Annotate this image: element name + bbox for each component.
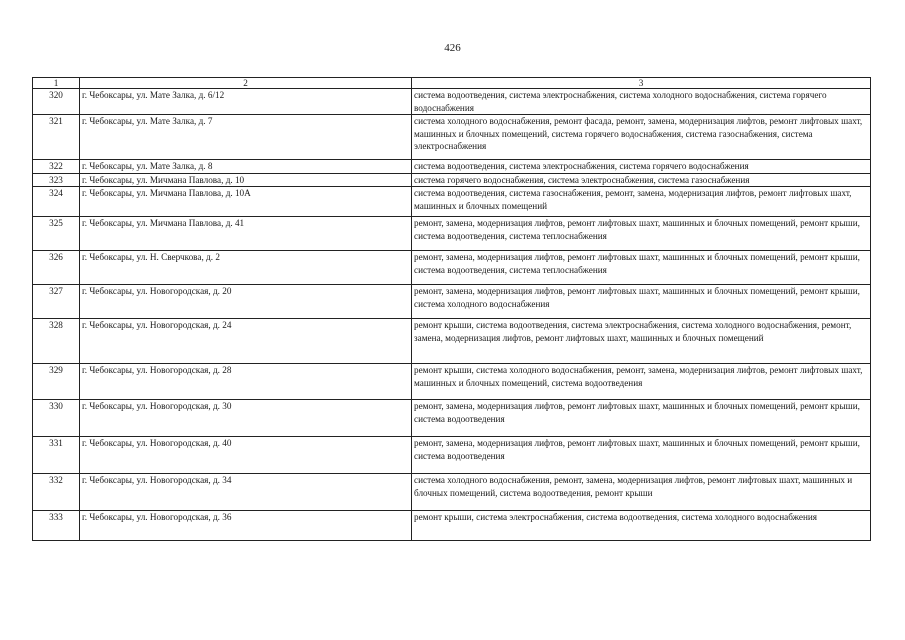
row-works: система водоотведения, система газоснабжения, ремонт, замена, модернизация лифтов, ремонт лифтовых шахт, машинных и блочных помещений (412, 187, 871, 217)
row-number: 333 (33, 511, 80, 541)
column-header-address: 2 (80, 78, 412, 89)
table-row (33, 364, 871, 400)
table-row (33, 160, 871, 174)
row-address: г. Чебоксары, ул. Новогородская, д. 36 (80, 511, 412, 541)
column-header-number: 1 (33, 78, 80, 89)
row-works: система холодного водоснабжения, ремонт, замена, модернизация лифтов, ремонт лифтовых шахт, машинных и блочных помещений, система водоотведения, ремонт крыши (412, 474, 871, 511)
row-address: г. Чебоксары, ул. Мате Залка, д. 8 (80, 160, 412, 174)
row-address: г. Чебоксары, ул. Мичмана Павлова, д. 10А (80, 187, 412, 217)
row-address: г. Чебоксары, ул. Н. Сверчкова, д. 2 (80, 251, 412, 285)
row-number: 322 (33, 160, 80, 174)
row-works: ремонт крыши, система водоотведения, система электроснабжения, система холодного водоснабжения, ремонт, замена, модернизация лифтов, ремонт лифтовых шахт, машинных и блочных помещений (412, 319, 871, 364)
table-row (33, 437, 871, 474)
housing-register-table (32, 77, 871, 541)
row-works: ремонт, замена, модернизация лифтов, ремонт лифтовых шахт, машинных и блочных помещений, ремонт крыши, система водоотведения, система теплоснабжения (412, 217, 871, 251)
row-works: ремонт, замена, модернизация лифтов, ремонт лифтовых шахт, машинных и блочных помещений, ремонт крыши, система водоотведения (412, 400, 871, 437)
table-row (33, 285, 871, 319)
row-works: система водоотведения, система электроснабжения, система горячего водоснабжения (412, 160, 871, 174)
table-row (33, 115, 871, 160)
row-number: 324 (33, 187, 80, 217)
row-works: ремонт, замена, модернизация лифтов, ремонт лифтовых шахт, машинных и блочных помещений, ремонт крыши, система холодного водоснабжения (412, 285, 871, 319)
row-works: ремонт, замена, модернизация лифтов, ремонт лифтовых шахт, машинных и блочных помещений, ремонт крыши, система водоотведения, система теплоснабжения (412, 251, 871, 285)
row-number: 330 (33, 400, 80, 437)
row-address: г. Чебоксары, ул. Мичмана Павлова, д. 10 (80, 173, 412, 187)
table-row (33, 511, 871, 541)
row-address: г. Чебоксары, ул. Новогородская, д. 34 (80, 474, 412, 511)
row-address: г. Чебоксары, ул. Новогородская, д. 40 (80, 437, 412, 474)
row-address: г. Чебоксары, ул. Мате Залка, д. 7 (80, 115, 412, 160)
row-works: система водоотведения, система электроснабжения, система холодного водоснабжения, система горячего водоснабжения (412, 89, 871, 115)
row-address: г. Чебоксары, ул. Мате Залка, д. 6/12 (80, 89, 412, 115)
table-row (33, 89, 871, 115)
table-row (33, 217, 871, 251)
row-address: г. Чебоксары, ул. Новогородская, д. 28 (80, 364, 412, 400)
row-number: 328 (33, 319, 80, 364)
table-row (33, 474, 871, 511)
row-number: 329 (33, 364, 80, 400)
row-works: система холодного водоснабжения, ремонт фасада, ремонт, замена, модернизация лифтов, ремонт лифтовых шахт, машинных и блочных помещений, система горячего водоснабжения, система газоснабжения, система электроснабжения (412, 115, 871, 160)
table-row (33, 400, 871, 437)
row-number: 323 (33, 173, 80, 187)
row-number: 331 (33, 437, 80, 474)
row-works: ремонт крыши, система электроснабжения, система водоотведения, система холодного водоснабжения (412, 511, 871, 541)
row-number: 327 (33, 285, 80, 319)
row-number: 321 (33, 115, 80, 160)
table-row (33, 319, 871, 364)
column-header-works: 3 (412, 78, 871, 89)
row-number: 325 (33, 217, 80, 251)
table-header-row (33, 78, 871, 89)
row-address: г. Чебоксары, ул. Мичмана Павлова, д. 41 (80, 217, 412, 251)
row-number: 326 (33, 251, 80, 285)
row-works: ремонт крыши, система холодного водоснабжения, ремонт, замена, модернизация лифтов, ремонт лифтовых шахт, машинных и блочных помещений, система водоотведения (412, 364, 871, 400)
row-address: г. Чебоксары, ул. Новогородская, д. 20 (80, 285, 412, 319)
table-row (33, 251, 871, 285)
table-row (33, 187, 871, 217)
row-number: 332 (33, 474, 80, 511)
row-works: ремонт, замена, модернизация лифтов, ремонт лифтовых шахт, машинных и блочных помещений, ремонт крыши, система водоотведения (412, 437, 871, 474)
row-address: г. Чебоксары, ул. Новогородская, д. 24 (80, 319, 412, 364)
row-works: система горячего водоснабжения, система электроснабжения, система газоснабжения (412, 173, 871, 187)
row-number: 320 (33, 89, 80, 115)
table-row (33, 173, 871, 187)
row-address: г. Чебоксары, ул. Новогородская, д. 30 (80, 400, 412, 437)
page-number: 426 (444, 42, 461, 54)
